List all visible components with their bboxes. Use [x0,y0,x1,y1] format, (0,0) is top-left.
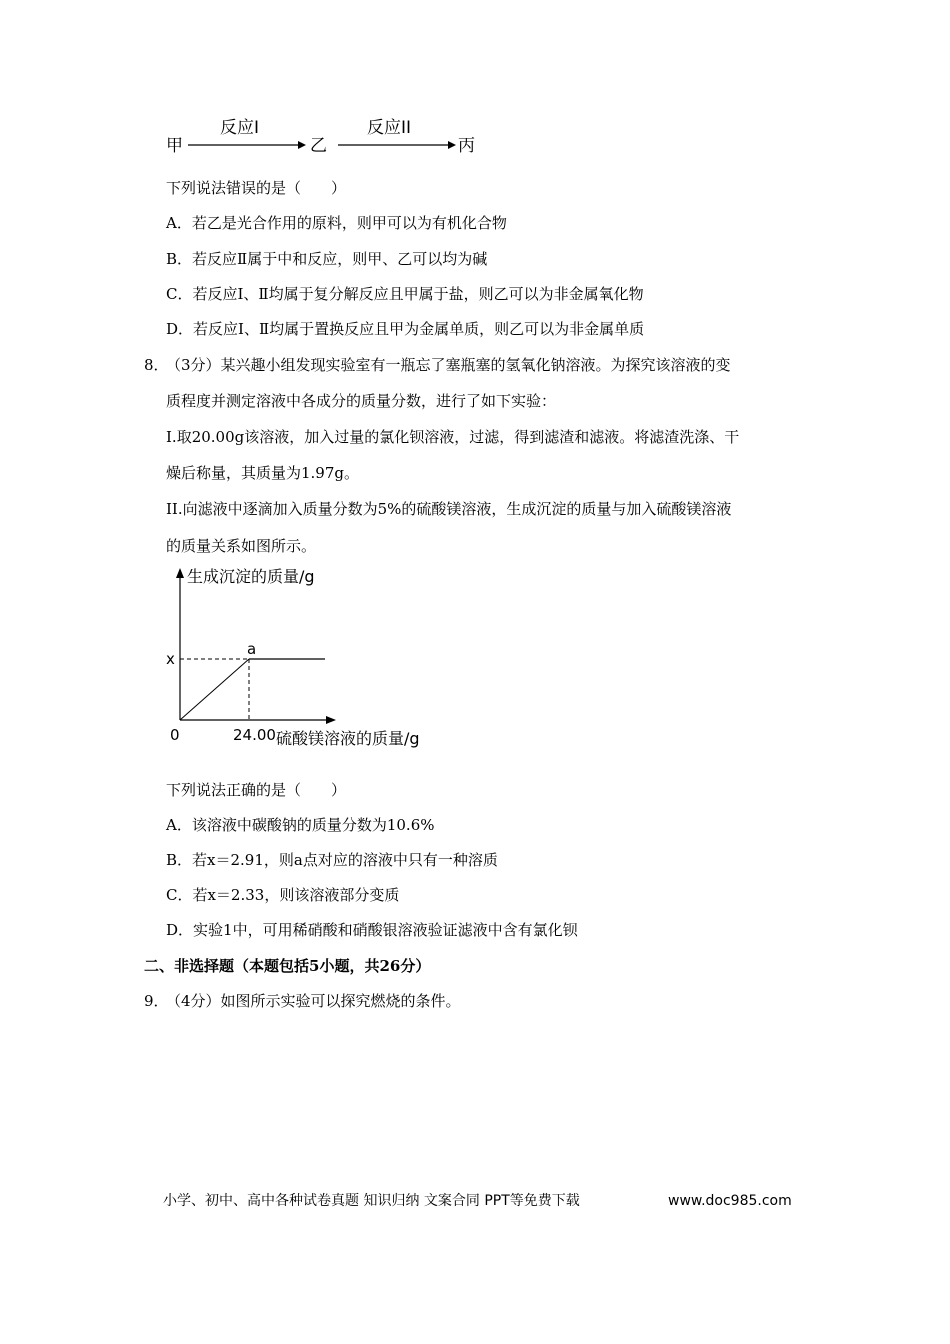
x-tick-label: 24.00 [233,726,276,744]
footer-url[interactable]: www.doc985.com [668,1193,792,1209]
reaction-scheme [160,116,500,156]
arrow-1-label: 反应I [220,118,260,138]
point-a-label: a [247,640,257,658]
q8-text-line-4: 燥后称量，其质量为1.97g。 [166,464,360,482]
scheme-node-1: 甲 [166,136,183,156]
q7-option-d: D．若反应Ⅰ、Ⅱ均属于置换反应且甲为金属单质，则乙可以为非金属单质 [166,320,645,338]
q9-number: 9． [144,992,169,1010]
q8-stem: 下列说法正确的是（ ） [166,781,347,799]
arrowhead-1 [298,141,306,149]
footer-text: 小学、初中、高中各种试卷真题 知识归纳 文案合同 PPT等免费下载 [163,1193,580,1209]
q8-number: 8． [144,356,169,374]
q9-text: （4分）如图所示实验可以探究燃烧的条件。 [166,992,461,1010]
q7-option-c: C．若反应Ⅰ、Ⅱ均属于复分解反应且甲属于盐，则乙可以为非金属氧化物 [166,285,644,303]
q7-option-a: A．若乙是光合作用的原料，则甲可以为有机化合物 [166,214,507,232]
y-axis-label: 生成沉淀的质量/g [187,567,315,586]
q8-text-line-3: I.取20.00g该溶液，加入过量的氯化钡溶液，过滤，得到滤渣和滤液。将滤渣洗涤、干 [166,428,740,446]
q7-stem: 下列说法错误的是（ ） [166,179,347,197]
x-axis-arrowhead [326,716,336,724]
q7-option-b: B．若反应Ⅱ属于中和反应，则甲、乙可以均为碱 [166,250,488,268]
x-axis-label: 硫酸镁溶液的质量/g [276,729,420,748]
y-tick-label: x [166,650,175,668]
q8-text-line-1: （3分）某兴趣小组发现实验室有一瓶忘了塞瓶塞的氢氧化钠溶液。为探究该溶液的变 [166,356,731,374]
q8-text-line-6: 的质量关系如图所示。 [166,537,317,555]
q8-text-line-5: II.向滤液中逐滴加入质量分数为5%的硫酸镁溶液，生成沉淀的质量与加入硫酸镁溶液 [166,500,732,518]
q8-option-b: B．若x＝2.91，则a点对应的溶液中只有一种溶质 [166,851,498,869]
q8-option-d: D．实验1中，可用稀硝酸和硝酸银溶液验证滤液中含有氯化钡 [166,921,578,939]
scheme-node-2: 乙 [310,136,327,156]
origin-label: 0 [170,726,180,744]
precipitate-graph [160,562,440,752]
y-axis-arrowhead [176,568,184,578]
arrowhead-2 [448,141,456,149]
scheme-node-3: 丙 [458,136,475,156]
arrow-2-label: 反应II [367,118,412,138]
q8-option-c: C．若x＝2.33，则该溶液部分变质 [166,886,400,904]
section-2-heading: 二、非选择题（本题包括5小题，共26分） [144,957,431,975]
q8-text-line-2: 质程度并测定溶液中各成分的质量分数，进行了如下实验： [166,392,557,410]
rising-segment [180,659,249,720]
q8-option-a: A．该溶液中碳酸钠的质量分数为10.6% [166,816,435,834]
